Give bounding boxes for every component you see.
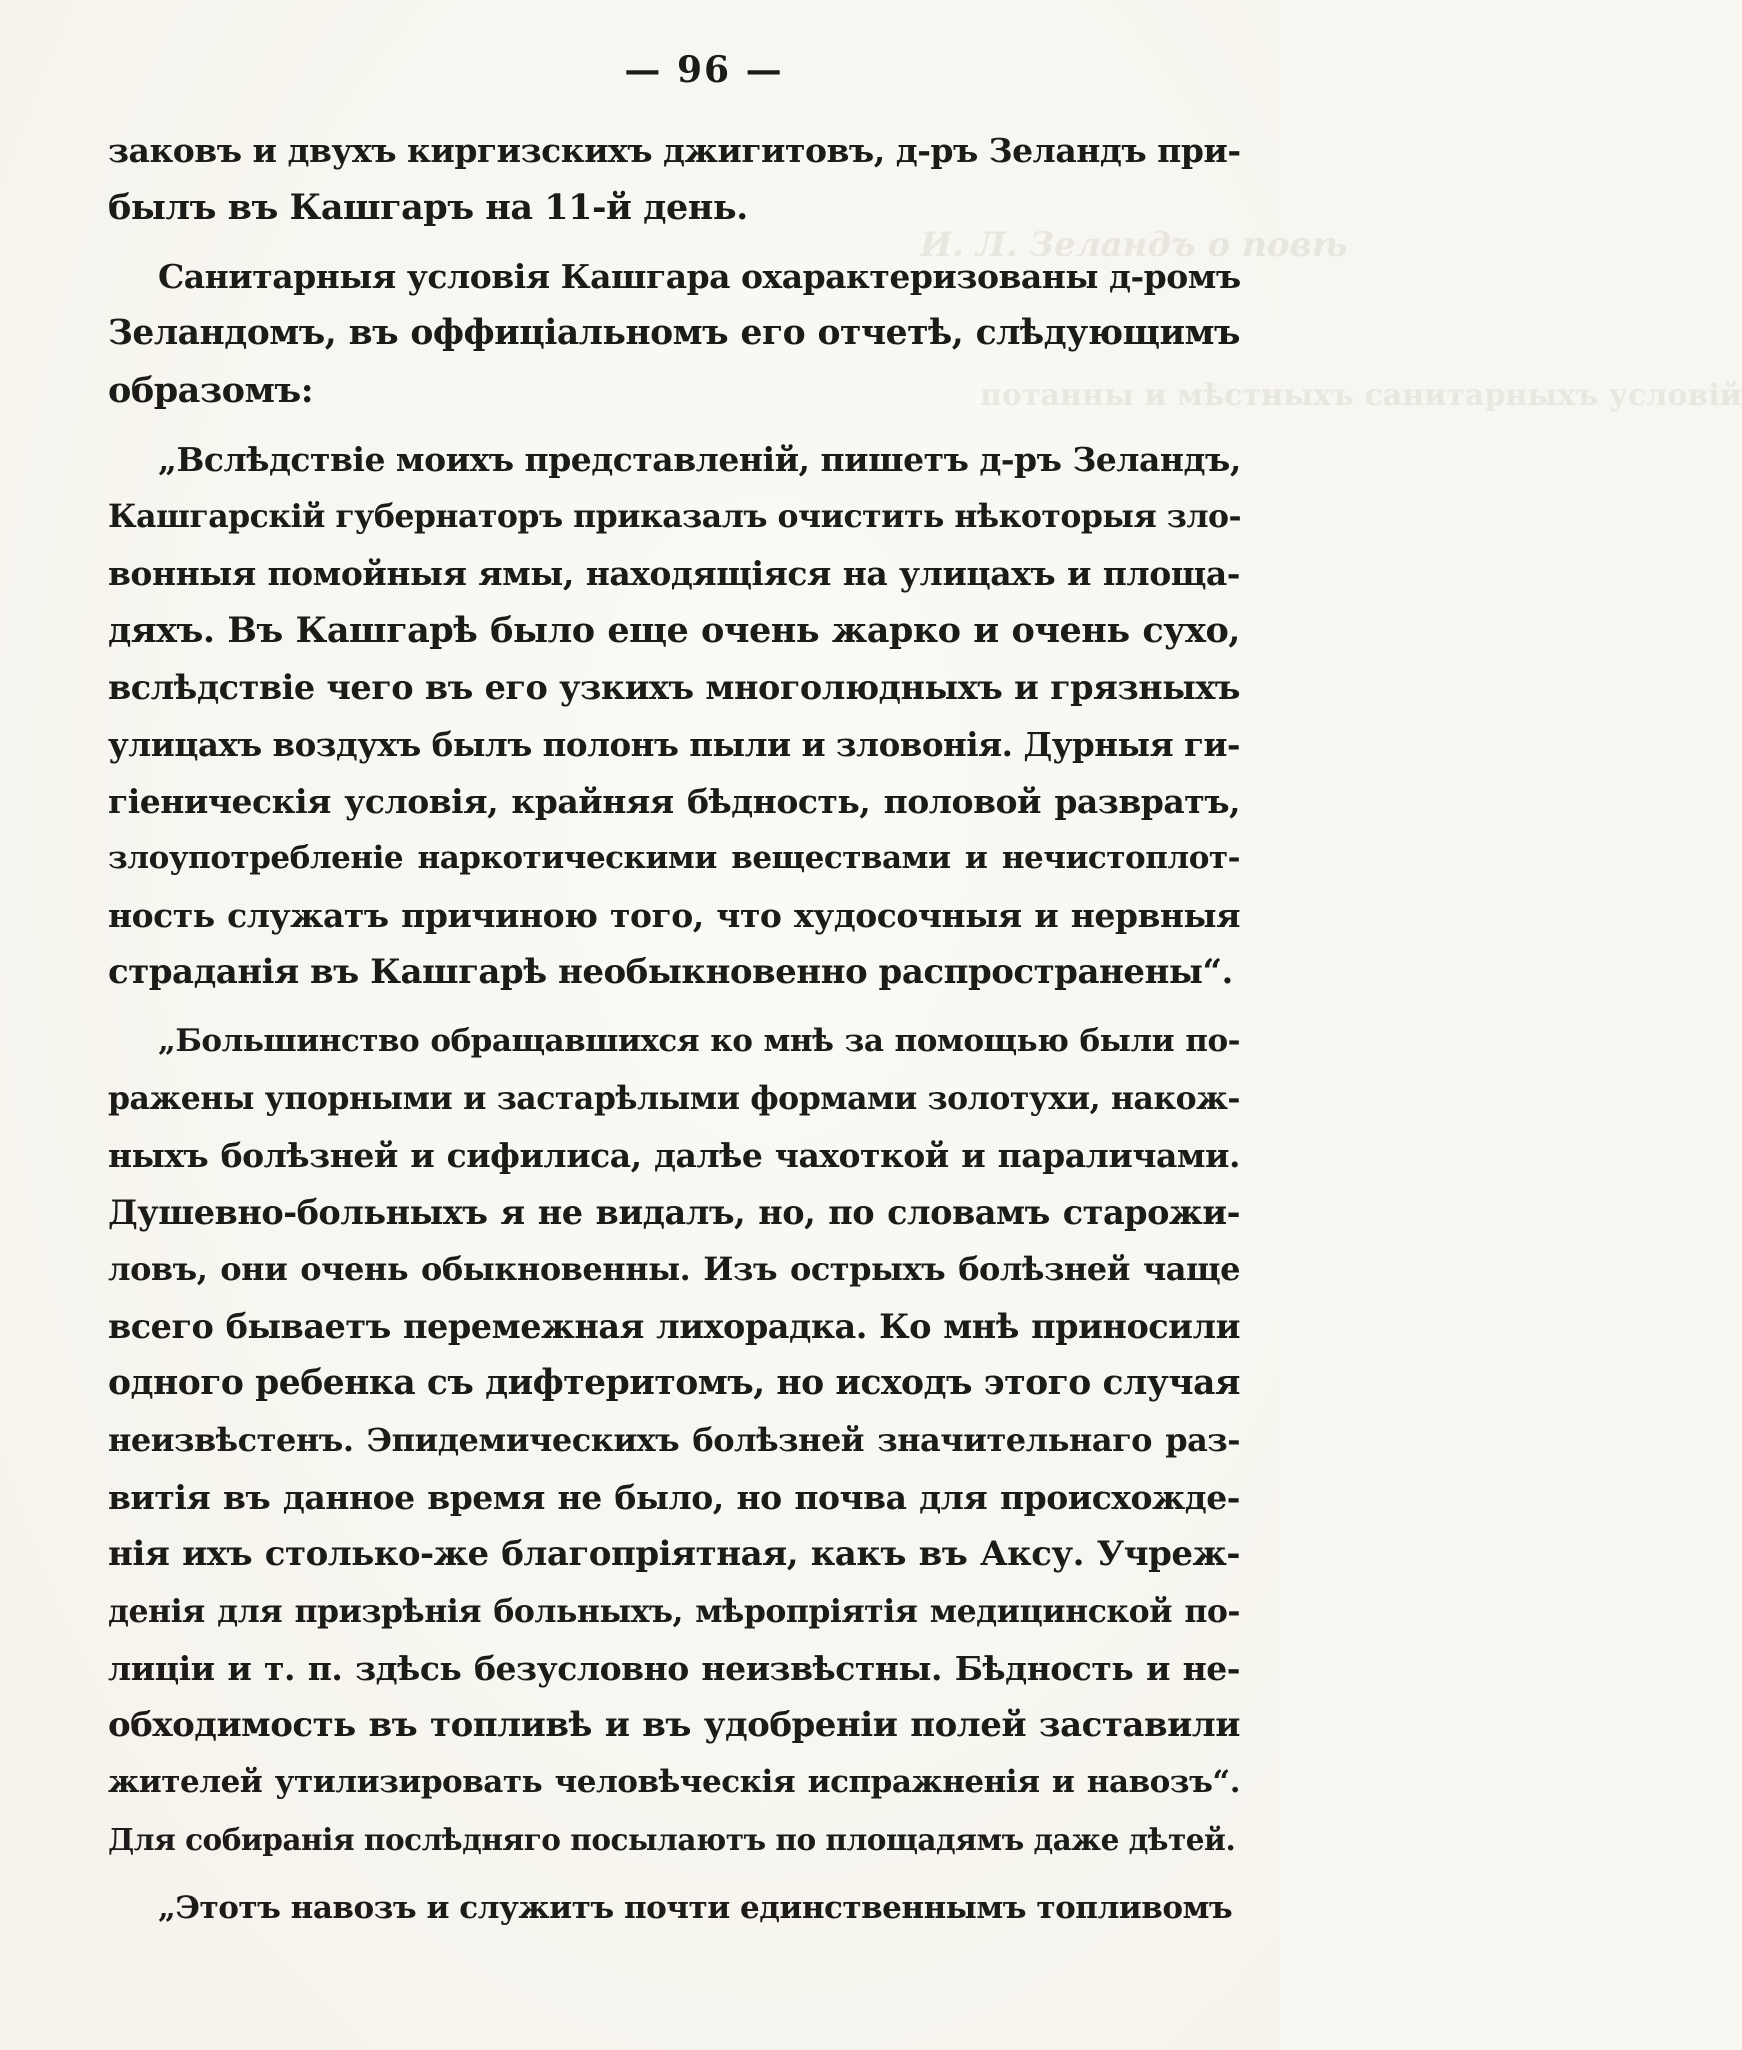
show-through-text-2: потанны и мѣстныхъ санитарныхъ условій xyxy=(980,378,1742,413)
text-line: „Вслѣдствіе моихъ представленій, пишетъ д-ръ Зеландъ, xyxy=(158,440,1241,479)
text-line: ныхъ болѣзней и сифилиса, далѣе чахоткой и параличами. xyxy=(108,1136,1240,1175)
body-text xyxy=(108,122,1240,1937)
text-line: страданія въ Кашгарѣ необыкновенно распространены“. xyxy=(108,952,1233,992)
paragraph-gap xyxy=(108,1868,1240,1880)
text-line: витія въ данное время не было, но почва для происхожде- xyxy=(108,1478,1240,1517)
text-line: Душевно-больныхъ я не видалъ, но, по словамъ старожи- xyxy=(108,1193,1240,1232)
text-line: жителей утилизировать человѣческія испражненія и навозъ“. xyxy=(108,1764,1240,1800)
text-line: одного ребенка съ дифтеритомъ, но исходъ этого случая xyxy=(108,1363,1240,1403)
text-line: ражены упорными и застарѣлыми формами золотухи, накож- xyxy=(108,1080,1240,1117)
text-line: вслѣдствіе чего въ его узкихъ многолюдныхъ и грязныхъ xyxy=(108,668,1240,707)
text-line: „Этотъ навозъ и служитъ почти единственнымъ топливомъ xyxy=(158,1890,1233,1926)
paragraph-gap xyxy=(108,419,1240,431)
paragraph-gap xyxy=(108,1001,1240,1013)
text-line: „Большинство обращавшихся ко мнѣ за помощью были по- xyxy=(158,1023,1240,1059)
text-line: ность служатъ причиною того, что худосочныя и нервныя xyxy=(108,896,1240,935)
text-line: заковъ и двухъ киргизскихъ джигитовъ, д-ръ Зеландъ при- xyxy=(108,131,1241,170)
text-line: дяхъ. Въ Кашгарѣ было еще очень жарко и очень сухо, xyxy=(108,610,1240,651)
text-line: ловъ, они очень обыкновенны. Изъ острыхъ болѣзней чаще xyxy=(108,1250,1240,1288)
text-line: лиціи и т. п. здѣсь безусловно неизвѣстны. Бѣдность и не- xyxy=(108,1649,1240,1688)
text-line: злоупотребленіе наркотическими веществами и нечистоплот- xyxy=(108,840,1240,876)
text-line: вонныя помойныя ямы, находящіяся на улицахъ и площа- xyxy=(108,554,1240,593)
text-line: Санитарныя условія Кашгара охарактеризованы д-ромъ xyxy=(158,257,1241,296)
text-line: гіеническія условія, крайняя бѣдность, половой развратъ, xyxy=(108,782,1240,821)
text-line: нія ихъ столько-же благопріятная, какъ въ Аксу. Учреж- xyxy=(108,1534,1240,1574)
text-line: былъ въ Кашгаръ на 11-й день. xyxy=(108,187,748,228)
text-line: неизвѣстенъ. Эпидемическихъ болѣзней значительнаго раз- xyxy=(108,1421,1240,1459)
page-number: — 96 — xyxy=(624,49,784,91)
show-through-text: И. Л. Зеландъ о повѣ xyxy=(920,225,1348,265)
text-line: денія для призрѣнія больныхъ, мѣропріятія медицинской по- xyxy=(108,1593,1240,1630)
text-line: обходимость въ топливѣ и въ удобреніи полей заставили xyxy=(108,1705,1240,1745)
text-line: улицахъ воздухъ былъ полонъ пыли и зловонія. Дурныя ги- xyxy=(108,725,1240,764)
text-line: образомъ: xyxy=(108,370,314,411)
text-line: Зеландомъ, въ оффиціальномъ его отчетѣ, слѣдующимъ xyxy=(108,313,1240,353)
text-line: Для собиранія послѣдняго посылаютъ по площадямъ даже дѣтей. xyxy=(108,1822,1236,1857)
text-line: всего бываетъ перемежная лихорадка. Ко мнѣ приносили xyxy=(108,1307,1240,1346)
paragraph-gap xyxy=(108,236,1240,248)
text-line: Кашгарскій губернаторъ приказалъ очистить нѣкоторыя зло- xyxy=(108,498,1242,535)
